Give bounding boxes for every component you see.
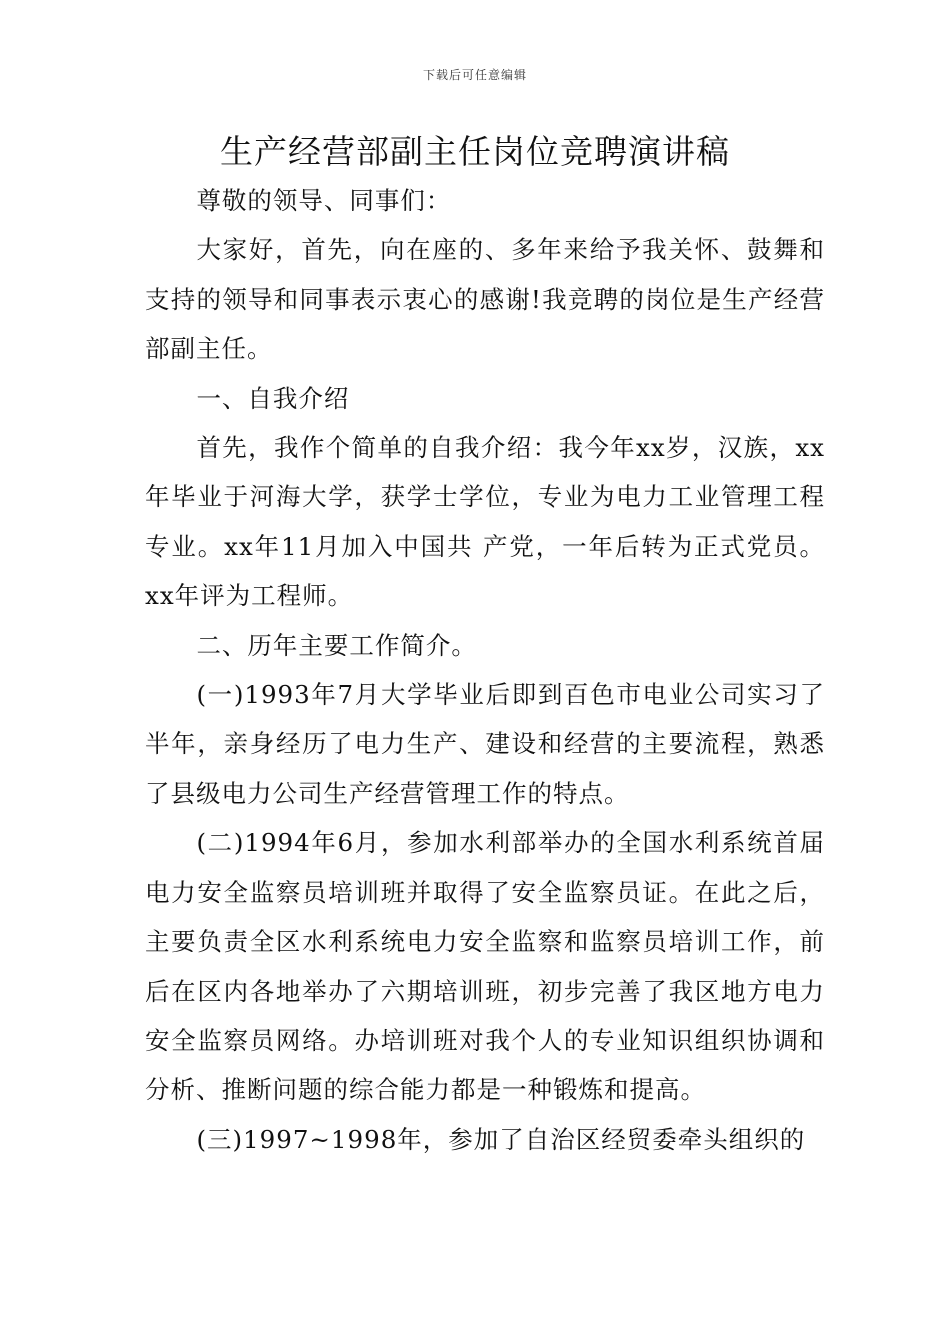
- section-heading-self-intro: 一、自我介绍: [196, 383, 350, 413]
- section-heading-work-history: 二、历年主要工作简介。: [196, 630, 477, 660]
- document-title: 生产经营部副主任岗位竞聘演讲稿: [220, 132, 730, 171]
- document-body: [145, 176, 825, 1164]
- salutation-paragraph: 尊敬的领导、同事们：: [196, 186, 452, 215]
- header-note: 下载后可任意编辑: [422, 68, 527, 82]
- work-history-item-2: (二)1994年6月，参加水利部举办的全国水利系统首届电力安全监察员培训班并取得了安全监察员证。在此之后，主要负责全区水利系统电力安全监察和监察员培训工作，前后在区内各地举办了六期培训班，初步完善了我区地方电力安全监察员网络。办培训班对我个人的专业知识组织协调和分析、推断问题的综合能力都是一种锻炼和提高。: [145, 828, 825, 1105]
- work-history-item-1: (一)1993年7月大学毕业后即到百色市电业公司实习了半年，亲身经历了电力生产、建设和经营的主要流程，熟悉了县级电力公司生产经营管理工作的特点。: [145, 680, 825, 808]
- self-intro-paragraph: 首先，我作个简单的自我介绍：我今年xx岁，汉族，xx年毕业于河海大学，获学士学位，专业为电力工业管理工程专业。xx年11月加入中国共 产党，一年后转为正式党员。xx年评为工程师。: [145, 433, 825, 611]
- work-history-item-3: (三)1997~1998年，参加了自治区经贸委牵头组织的: [196, 1124, 806, 1154]
- opening-paragraph: 大家好，首先，向在座的、多年来给予我关怀、鼓舞和支持的领导和同事表示衷心的感谢!我竞聘的岗位是生产经营部副主任。: [145, 235, 825, 364]
